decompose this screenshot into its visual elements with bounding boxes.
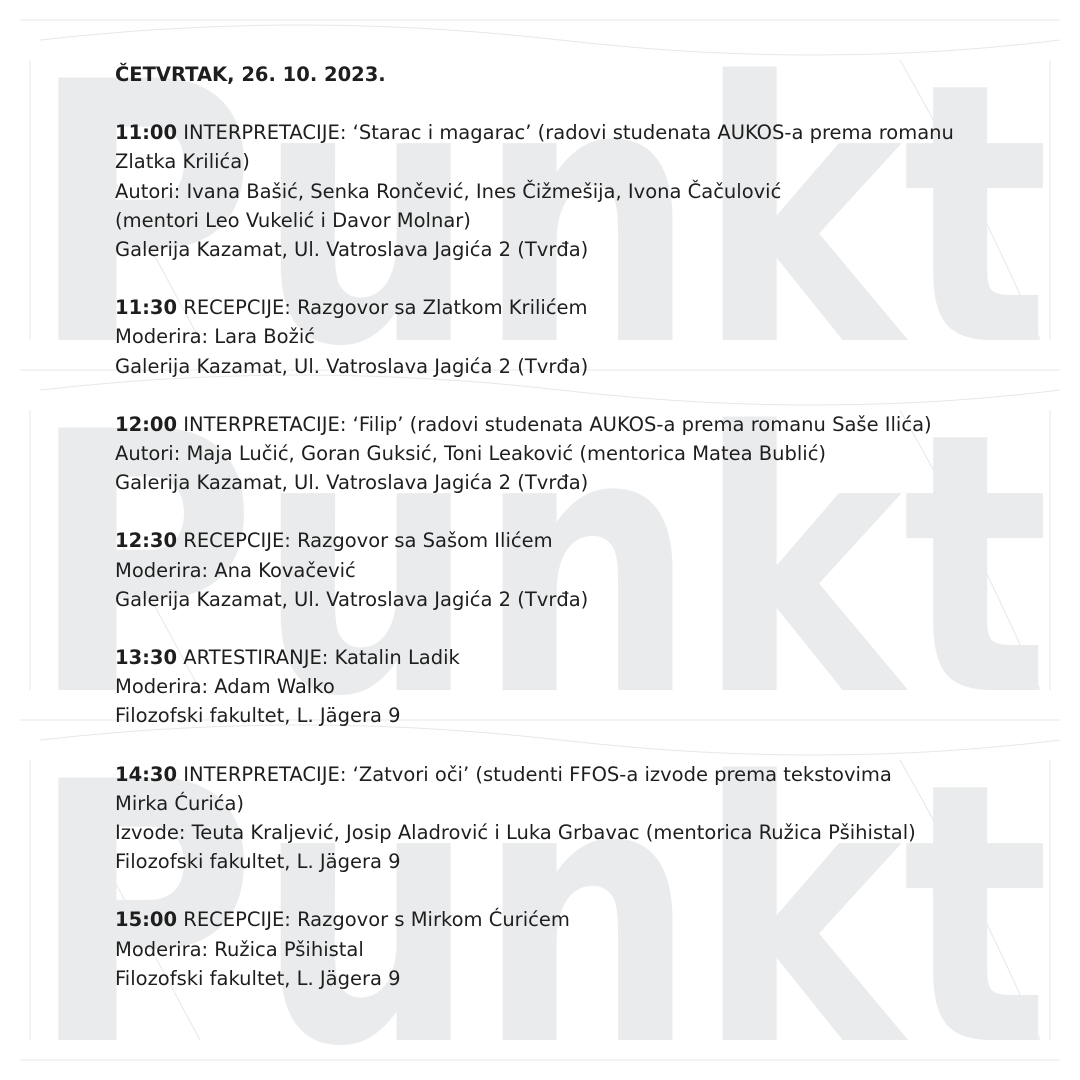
event-block (115, 643, 1015, 731)
event-block (115, 760, 1015, 877)
event-detail-line: Filozofski fakultet, L. Jägera 9 (115, 966, 401, 990)
event-time: 11:30 (115, 296, 178, 320)
watermark-word-middle: Punkt (30, 356, 1050, 775)
event-title-text: ‘Starac i magarac’ (radovi studenata AUKOS-a prema romanu (352, 121, 954, 145)
event-time: 14:30 (115, 762, 178, 786)
event-category: INTERPRETACIJE: (183, 121, 347, 145)
watermark-word-top: Punkt (30, 6, 1050, 425)
event-block (115, 118, 1015, 264)
event-category: RECEPCIJE: (183, 296, 291, 320)
event-title-text: ‘Filip’ (radovi studenata AUKOS-a prema romanu Saše Ilića) (352, 412, 932, 436)
event-time: 13:30 (115, 646, 178, 670)
event-category: INTERPRETACIJE: (183, 762, 347, 786)
program-content (115, 60, 1015, 1022)
event-time: 11:00 (115, 121, 178, 145)
event-detail-line: Autori: Maja Lučić, Goran Guksić, Toni Leaković (mentorica Matea Bublić) (115, 442, 827, 466)
event-category: RECEPCIJE: (183, 908, 291, 932)
day-heading: ČETVRTAK, 26. 10. 2023. (115, 63, 386, 86)
event-block (115, 410, 1015, 498)
event-title-text: ‘Zatvori oči’ (studenti FFOS-a izvode prema tekstovima (352, 762, 892, 786)
event-title-line (115, 905, 1015, 934)
event-detail-line: (mentori Leo Vukelić i Davor Molnar) (115, 208, 471, 232)
event-detail-line: Galerija Kazamat, Ul. Vatroslava Jagića 2 (Tvrđa) (115, 238, 589, 262)
event-category: ARTESTIRANJE: (183, 646, 329, 670)
event-block (115, 905, 1015, 993)
event-detail-line: Moderira: Ružica Pšihistal (115, 937, 364, 961)
event-block (115, 293, 1015, 381)
event-detail-line: Zlatka Krilića) (115, 150, 250, 174)
event-detail-line: Galerija Kazamat, Ul. Vatroslava Jagića 2 (Tvrđa) (115, 471, 589, 495)
event-block (115, 526, 1015, 614)
event-title-line (115, 526, 1015, 555)
event-time: 12:30 (115, 529, 178, 553)
event-detail-line: Autori: Ivana Bašić, Senka Rončević, Ines Čižmešija, Ivona Čačulović (115, 179, 782, 203)
event-time: 15:00 (115, 908, 178, 932)
event-detail-line: Moderira: Adam Walko (115, 675, 335, 699)
event-title-text: Razgovor sa Zlatkom Krilićem (297, 296, 588, 320)
event-detail-line: Izvode: Teuta Kraljević, Josip Aladrović i Luka Grbavac (mentorica Ružica Pšihistal) (115, 821, 916, 845)
event-detail-line: Filozofski fakultet, L. Jägera 9 (115, 850, 401, 874)
event-title-text: Razgovor s Mirkom Ćurićem (297, 908, 570, 932)
event-title-line (115, 643, 1015, 672)
event-title-text: Katalin Ladik (334, 646, 460, 670)
watermark-word-bottom: Punkt (30, 706, 1050, 1080)
event-title-line (115, 760, 1015, 789)
event-detail-line: Moderira: Lara Božić (115, 325, 315, 349)
event-list (115, 118, 1015, 993)
event-detail-line: Galerija Kazamat, Ul. Vatroslava Jagića 2 (Tvrđa) (115, 587, 589, 611)
event-title-text: Razgovor sa Sašom Ilićem (297, 529, 553, 553)
event-title-line (115, 118, 1015, 147)
event-category: RECEPCIJE: (183, 529, 291, 553)
event-title-line (115, 293, 1015, 322)
event-title-line (115, 410, 1015, 439)
event-time: 12:00 (115, 412, 178, 436)
event-detail-line: Filozofski fakultet, L. Jägera 9 (115, 704, 401, 728)
event-detail-line: Moderira: Ana Kovačević (115, 558, 356, 582)
event-detail-line: Galerija Kazamat, Ul. Vatroslava Jagića 2 (Tvrđa) (115, 354, 589, 378)
event-detail-line: Mirka Ćurića) (115, 791, 245, 815)
event-category: INTERPRETACIJE: (183, 412, 347, 436)
